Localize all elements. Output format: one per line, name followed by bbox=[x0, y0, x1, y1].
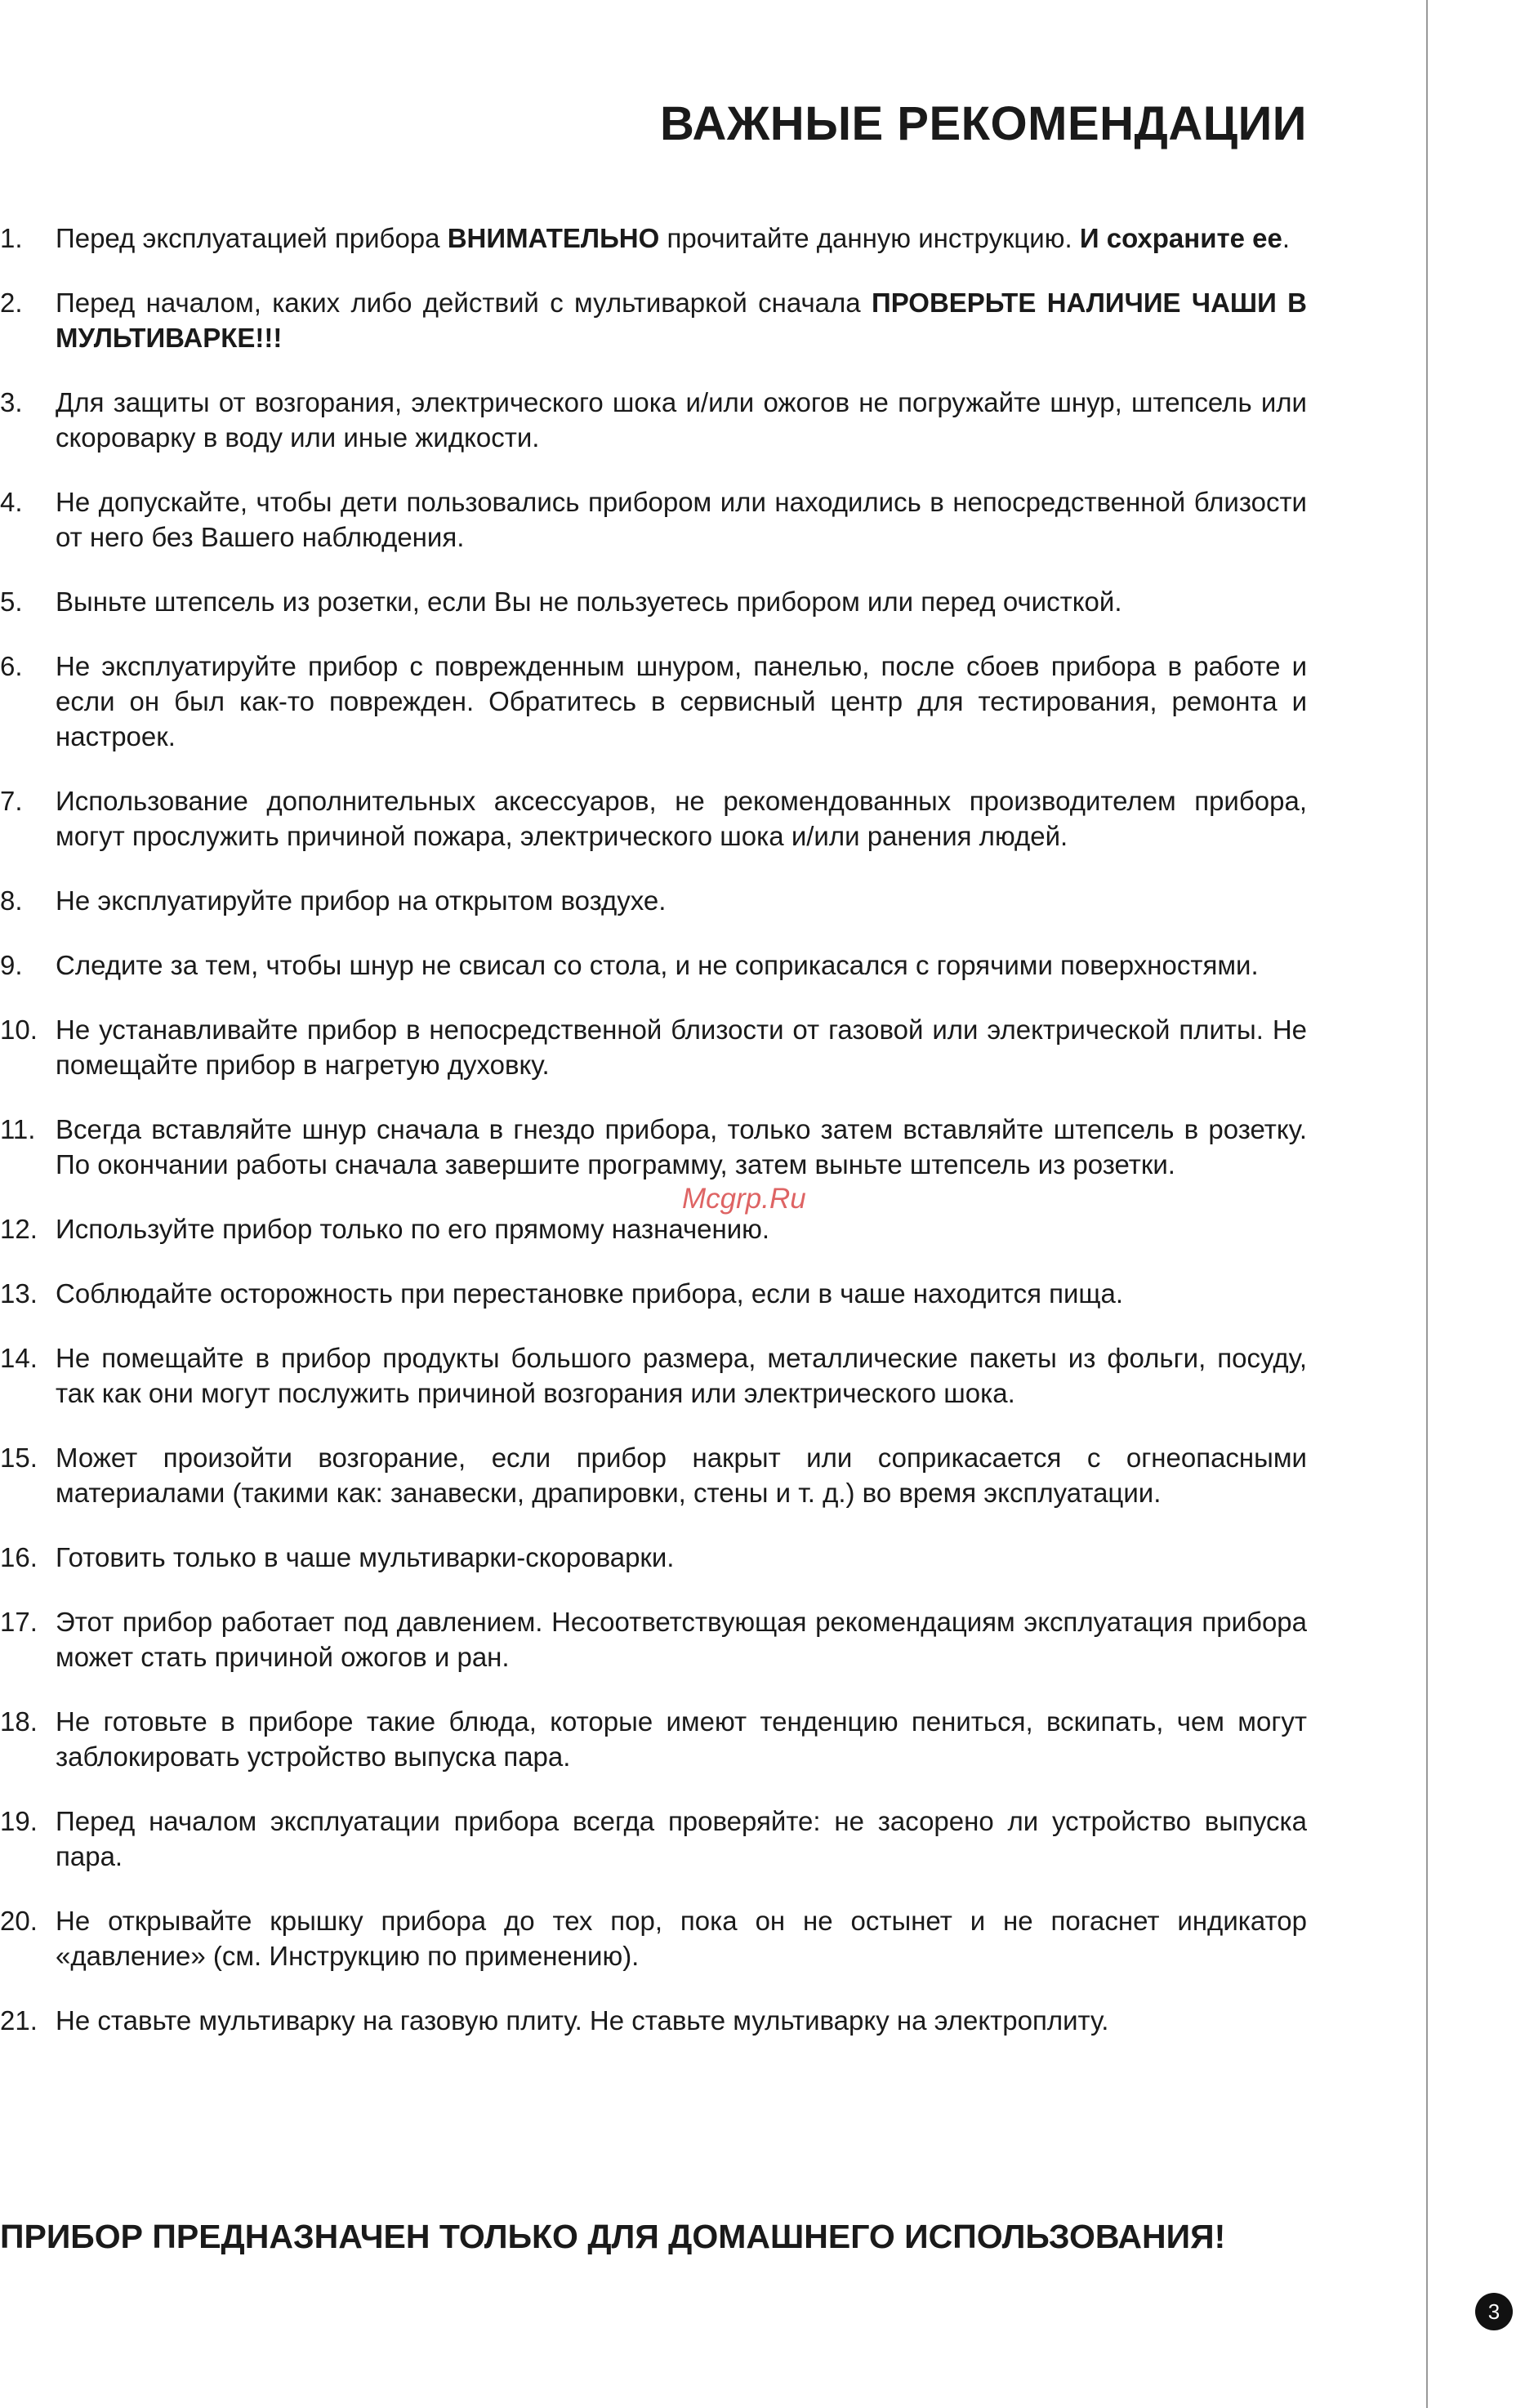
list-item-text bbox=[56, 1340, 1307, 1411]
list-item-number: 13. bbox=[0, 1278, 38, 1309]
list-item bbox=[0, 285, 1307, 355]
text-run: Всегда вставляйте шнур сначала в гнездо прибора, только затем вставляйте штепсель в розетку. По окончании работы сначала завершите программу, затем выньте штепсель из розетки. bbox=[56, 1114, 1307, 1179]
text-run: прочитайте данную инструкцию. bbox=[659, 223, 1080, 253]
list-item bbox=[0, 221, 1307, 256]
list-item-number: 16. bbox=[0, 1542, 38, 1572]
recommendations-list bbox=[0, 221, 1307, 2067]
text-run: Соблюдайте осторожность при перестановке прибора, если в чаше находится пища. bbox=[56, 1278, 1124, 1309]
page-title: ВАЖНЫЕ РЕКОМЕНДАЦИИ bbox=[660, 97, 1307, 150]
list-item-number: 3. bbox=[0, 387, 23, 417]
list-item-text bbox=[56, 1112, 1307, 1182]
list-item-text bbox=[56, 1604, 1307, 1674]
text-run: Этот прибор работает под давлением. Несоответствующая рекомендациям эксплуатация прибора может стать причиной ожогов и ран. bbox=[56, 1607, 1307, 1672]
list-item bbox=[0, 649, 1307, 754]
text-run: Для защиты от возгорания, электрического шока и/или ожогов не погружайте шнур, штепсель или скороварку в воду или иные жидкости. bbox=[56, 387, 1307, 453]
page-number-badge: 3 bbox=[1475, 2293, 1513, 2330]
list-item-text bbox=[56, 385, 1307, 455]
text-run: Не устанавливайте прибор в непосредственной близости от газовой или электрической плиты. Не помещайте прибор в нагретую духовку. bbox=[56, 1014, 1307, 1080]
text-run: Использование дополнительных аксессуаров, не рекомендованных производителем прибора, могут прослужить причиной пожара, электрического шока и/или ранения людей. bbox=[56, 786, 1307, 851]
list-item-number: 4. bbox=[0, 487, 23, 517]
list-item-text bbox=[56, 1540, 1307, 1575]
list-item bbox=[0, 883, 1307, 918]
text-run: Не эксплуатируйте прибор с поврежденным шнуром, панелью, после сбоев прибора в работе и если он был как-то поврежден. Обратитесь в сервисный центр для тестирования, ремонта и настроек. bbox=[56, 651, 1307, 751]
list-item-text bbox=[56, 783, 1307, 854]
emphasis-text: ВНИМАТЕЛЬНО bbox=[447, 223, 660, 253]
text-run: Следите за тем, чтобы шнур не свисал со стола, и не соприкасался с горячими поверхностями. bbox=[56, 950, 1259, 980]
list-item bbox=[0, 1112, 1307, 1182]
list-item bbox=[0, 783, 1307, 854]
list-item-number: 18. bbox=[0, 1706, 38, 1737]
list-item-number: 20. bbox=[0, 1906, 38, 1936]
list-item-text bbox=[56, 221, 1307, 256]
list-item-text bbox=[56, 285, 1307, 355]
emphasis-text: И сохраните ее bbox=[1079, 223, 1282, 253]
list-item-text bbox=[56, 1211, 1307, 1246]
list-item bbox=[0, 484, 1307, 555]
list-item-number: 1. bbox=[0, 223, 23, 253]
text-run: Не допускайте, чтобы дети пользовались прибором или находились в непосредственной близости от него без Вашего наблюдения. bbox=[56, 487, 1307, 552]
list-item-text bbox=[56, 883, 1307, 918]
list-item bbox=[0, 1211, 1307, 1246]
list-item-number: 7. bbox=[0, 786, 23, 816]
list-item bbox=[0, 1276, 1307, 1311]
text-run: Перед началом, каких либо действий с мультиваркой сначала bbox=[56, 288, 872, 318]
list-item-number: 9. bbox=[0, 950, 23, 980]
list-item bbox=[0, 1604, 1307, 1674]
list-item-number: 14. bbox=[0, 1343, 38, 1373]
list-item-number: 5. bbox=[0, 586, 23, 617]
text-run: Готовить только в чаше мультиварки-скороварки. bbox=[56, 1542, 675, 1572]
list-item-number: 17. bbox=[0, 1607, 38, 1637]
list-item-number: 12. bbox=[0, 1214, 38, 1244]
list-item-number: 2. bbox=[0, 288, 23, 318]
emphasis-text: ПРОВЕРЬТЕ НАЛИЧИЕ ЧАШИ В МУЛЬТИВАРКЕ!!! bbox=[56, 288, 1307, 353]
household-use-note: ПРИБОР ПРЕДНАЗНАЧЕН ТОЛЬКО ДЛЯ ДОМАШНЕГО ИСПОЛЬЗОВАНИЯ! bbox=[0, 2218, 1226, 2255]
text-run: Выньте штепсель из розетки, если Вы не пользуетесь прибором или перед очисткой. bbox=[56, 586, 1122, 617]
list-item-text bbox=[56, 1903, 1307, 1973]
text-run: . bbox=[1282, 223, 1291, 253]
list-item bbox=[0, 1540, 1307, 1575]
list-item-text bbox=[56, 484, 1307, 555]
page-edge-line bbox=[1426, 0, 1428, 2408]
list-item-text bbox=[56, 1012, 1307, 1082]
text-run: Используйте прибор только по его прямому назначению. bbox=[56, 1214, 770, 1244]
list-item-text bbox=[56, 1440, 1307, 1510]
list-item-number: 6. bbox=[0, 651, 23, 681]
text-run: Не открывайте крышку прибора до тех пор, пока он не остынет и не погаснет индикатор «давление» (см. Инструкцию по применению). bbox=[56, 1906, 1307, 1971]
list-item-number: 11. bbox=[0, 1114, 36, 1144]
list-item bbox=[0, 1012, 1307, 1082]
list-item-text bbox=[56, 1804, 1307, 1874]
list-item-text bbox=[56, 584, 1307, 619]
list-item bbox=[0, 948, 1307, 983]
list-item bbox=[0, 385, 1307, 455]
list-item-number: 21. bbox=[0, 2005, 38, 2036]
list-item bbox=[0, 1804, 1307, 1874]
text-run: Перед началом эксплуатации прибора всегда проверяйте: не засорено ли устройство выпуска пара. bbox=[56, 1806, 1307, 1871]
text-run: Перед эксплуатацией прибора bbox=[56, 223, 448, 253]
list-item-number: 8. bbox=[0, 885, 23, 916]
text-run: Не эксплуатируйте прибор на открытом воздухе. bbox=[56, 885, 667, 916]
list-item-text bbox=[56, 1276, 1307, 1311]
text-run: Не готовьте в приборе такие блюда, которые имеют тенденцию пениться, вскипать, чем могут заблокировать устройство выпуска пара. bbox=[56, 1706, 1307, 1772]
list-item bbox=[0, 2003, 1307, 2038]
watermark: Mcgrp.Ru bbox=[682, 1183, 806, 1215]
text-run: Не ставьте мультиварку на газовую плиту. Не ставьте мультиварку на электроплиту. bbox=[56, 2005, 1109, 2036]
text-run: Может произойти возгорание, если прибор накрыт или соприкасается с огнеопасными материалами (такими как: занавески, драпировки, стены и т. д.) во время эксплуатации. bbox=[56, 1443, 1307, 1508]
list-item-text bbox=[56, 1704, 1307, 1774]
list-item-number: 15. bbox=[0, 1443, 38, 1473]
list-item-text bbox=[56, 948, 1307, 983]
list-item bbox=[0, 584, 1307, 619]
list-item bbox=[0, 1340, 1307, 1411]
list-item-number: 19. bbox=[0, 1806, 38, 1836]
list-item-number: 10. bbox=[0, 1014, 38, 1045]
list-item-text bbox=[56, 2003, 1307, 2038]
text-run: Не помещайте в прибор продукты большого размера, металлические пакеты из фольги, посуду, так как они могут послужить причиной возгорания или электрического шока. bbox=[56, 1343, 1307, 1408]
list-item-text bbox=[56, 649, 1307, 754]
list-item bbox=[0, 1704, 1307, 1774]
list-item bbox=[0, 1440, 1307, 1510]
list-item bbox=[0, 1903, 1307, 1973]
